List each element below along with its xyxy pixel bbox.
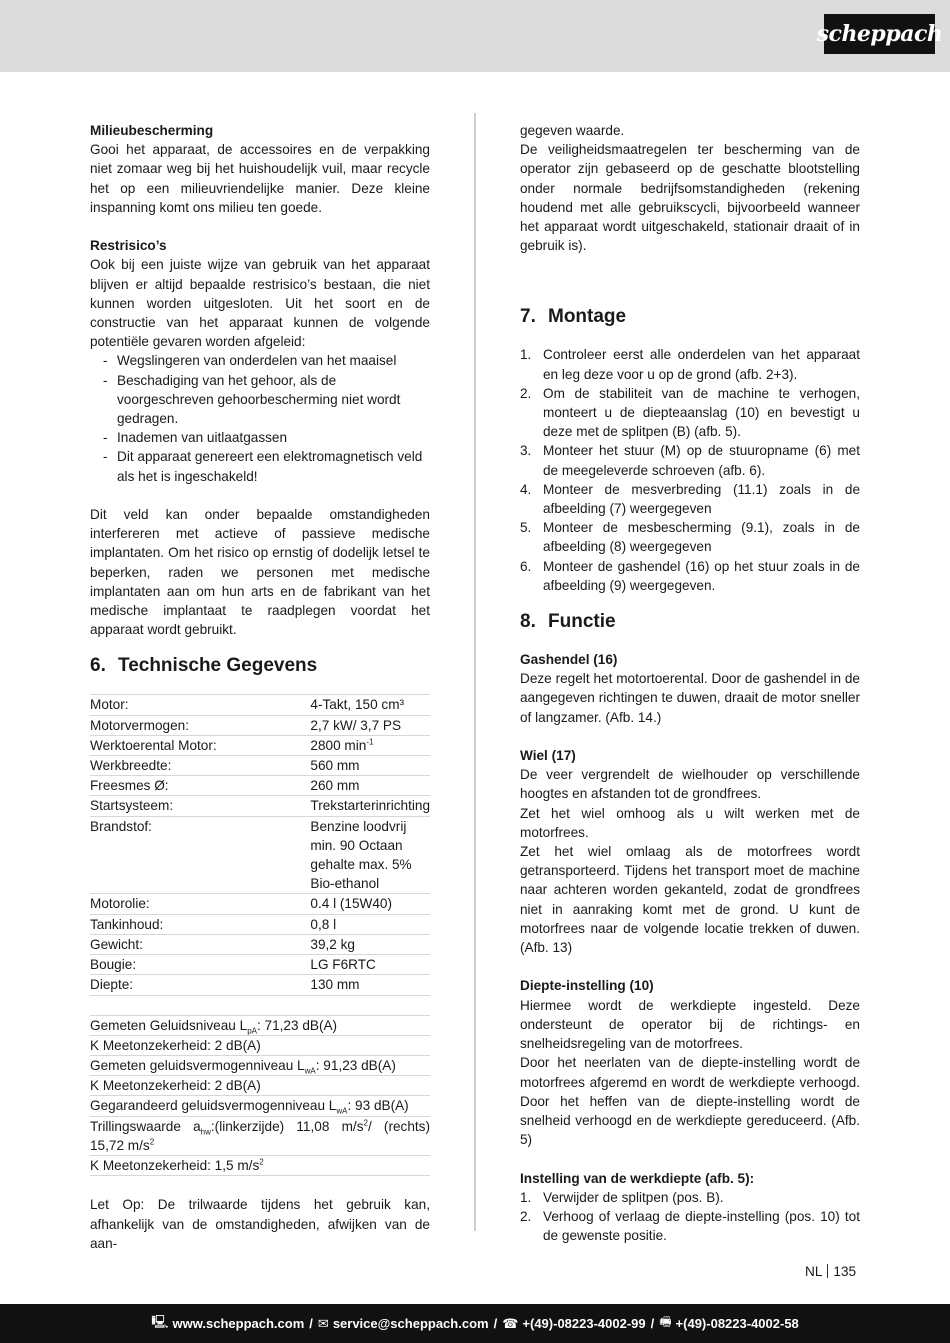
measurement-row: Gemeten geluidsvermogenniveau $L_{wA}$: 91,23 dB(A) xyxy=(90,1056,430,1076)
footer-fax[interactable]: +(49)-08223-4002-58 xyxy=(675,1316,799,1331)
table-row: Motorolie: 0.4 l (15W40) xyxy=(90,894,430,914)
depth-paragraph: Door het neerlaten van de diepte-instelling wordt de motorfrees afgeremd en wordt de werkdiepte verhoogd. Door het heffen van de diepte-instelling wordt de snelheid verhoogd en de werkdiepte gereduceerd. (Afb. 5) xyxy=(520,1055,860,1148)
footer-separator: / xyxy=(650,1316,655,1331)
column-divider xyxy=(474,113,476,1231)
depth-heading: Diepte-instelling (10) xyxy=(520,978,654,994)
gas-heading: Gashendel (16) xyxy=(520,652,618,668)
depth-paragraph: Hiermee wordt de werkdiepte ingesteld. Deze ondersteunt de operator bij de richtings- en snelheidsregeling van de motorfrees. xyxy=(520,997,860,1052)
list-item: 2. Verhoog of verlaag de diepte-instelling (pos. 10) tot de gewenste positie. xyxy=(520,1208,860,1244)
left-column xyxy=(90,121,430,1253)
list-item: 1. Controleer eerst alle onderdelen van het apparaat en leg deze voor u op de grond (afb. 2+3). xyxy=(520,347,860,382)
wheel-paragraph: Zet het wiel omhoog als u wilt werken met de motorfrees. xyxy=(520,805,860,840)
continued-text: gegeven waarde. xyxy=(520,123,625,138)
list-item: 2. Om de stabiliteit van de machine te verhogen, monteert u de diepteaanslag (10) en bevestigt u deze met de splitpen (B) (afb. 5). xyxy=(520,385,860,440)
table-row: Freesmes Ø: 260 mm xyxy=(90,776,430,796)
setting-steps xyxy=(520,1188,860,1246)
list-item: - Beschadiging van het gehoor, als de voorgeschreven gehoorbescherming niet wordt gedragen. xyxy=(117,371,430,429)
phone-icon: ☎ xyxy=(502,1315,519,1331)
wheel-paragraph: Zet het wiel omlaag als de motorfrees wordt getransporteerd. Tijdens het transport moet de machine naar achteren worden gekanteld, zodat de grondfrees niet in aanraking komt met de grond. U kunt de motorfrees naar de volgende locatie trekken of duwen. (Afb. 13) xyxy=(520,844,860,956)
list-item: - Dit apparaat genereert een elektromagnetisch veld als het is ingeschakeld! xyxy=(117,447,430,485)
table-row: Werktoerental Motor: 2800 $\min^{-1}$ xyxy=(90,735,430,755)
footer-email[interactable]: service@scheppach.com xyxy=(332,1316,489,1331)
spec-table xyxy=(90,694,430,995)
table-row: Brandstof: Benzine loodvrij min. 90 Octaan gehalte max. 5% Bio-ethanol xyxy=(90,816,430,894)
footer-website[interactable]: www.scheppach.com xyxy=(172,1316,305,1331)
montage-heading: 7. Montage xyxy=(520,306,627,328)
table-row: Tankinhoud: 0,8 l xyxy=(90,914,430,934)
risk-heading: Restrisico’s xyxy=(90,238,167,254)
right-column xyxy=(520,121,860,1245)
gas-paragraph: Deze regelt het motortoerental. Door de gashendel in de aangegeven richtingen te duwen, draait de motor sneller of langzamer. (Afb. 14.) xyxy=(520,671,860,725)
fax-icon: 🖷 xyxy=(659,1313,672,1329)
measurement-row: Gegarandeerd geluidsvermogenniveau $L_{wA}$: 93 dB(A) xyxy=(90,1096,430,1116)
page-number: NL 135 xyxy=(805,1264,857,1279)
list-item: - Wegslingeren van onderdelen van het maaisel xyxy=(117,351,430,370)
measurements xyxy=(90,1015,430,1177)
measurement-row: Gemeten Geluidsniveau $L_{pA}$: 71,23 dB(A) xyxy=(90,1015,430,1036)
footer-phone[interactable]: +(49)-08223-4002-99 xyxy=(522,1316,646,1331)
setting-heading: Instelling van de werkdiepte (afb. 5): xyxy=(520,1170,755,1186)
vibration-note: Let Op: De trilwaarde tijdens het gebruik kan, afhankelijk van de omstandigheden, afwijken van de aan- xyxy=(90,1197,430,1251)
footer-separator: / xyxy=(309,1316,313,1331)
measurement-row: K Meetonzekerheid: 1,5 $m/s^2$ xyxy=(90,1156,430,1176)
footer-separator: / xyxy=(493,1316,498,1331)
list-item: 3. Monteer het stuur (M) op de stuuropname (6) met de meegeleverde schroeven (afb. 6). xyxy=(520,443,860,478)
table-row: Motorvermogen: 2,7 kW/ 3,7 PS xyxy=(90,715,430,735)
env-paragraph: Gooi het apparaat, de accessoires en de verpakking niet zomaar weg bij het huishoudelijk vuil, maar recycle het op een milieuvriendelijke manier. Deze kleine inspanning komt ons milieu ten goede. xyxy=(90,142,430,215)
measurement-row: K Meetonzekerheid: 2 dB(A) xyxy=(90,1076,430,1096)
safety-paragraph: De veiligheidsmaatregelen ter bescherming van de operator zijn gebaseerd op de geschatte blootstelling onder normale bedrijfsomstandigheden (rekening houdend met alle gebruikscycli, bijvoorbeeld wanneer het apparaat wordt uitgeschakeld, stationair draait of in gebruik is). xyxy=(520,142,860,254)
header-band xyxy=(0,0,950,72)
table-row: Diepte: 130 mm xyxy=(90,975,430,995)
footer-bar xyxy=(0,1304,950,1343)
list-item: 5. Monteer de mesbescherming (9.1), zoals in de afbeelding (8) weergegeven xyxy=(520,520,860,555)
env-heading: Milieubescherming xyxy=(90,123,214,138)
computer-icon: 🖳 xyxy=(151,1313,169,1329)
risk-paragraph: Ook bij een juiste wijze van gebruik van het apparaat blijven er altijd bepaalde restrisico’s bestaan, die niet kunnen worden uitgesloten. Uit het soort en de constructie van het apparaat kunnen de volgende potentiële gevaren worden afgeleid: xyxy=(90,257,430,350)
implant-paragraph: Dit veld kan onder bepaalde omstandigheden interfereren met actieve of passieve medische implantaten. Om het risico op ernstig of dodelijk letsel te beperken, raden we personen met medische implantaten aan om hun arts en de fabrikant van het medische implantaat te raadplegen voordat het apparaat wordt gebruikt. xyxy=(90,507,430,638)
table-row: Bougie: LG F6RTC xyxy=(90,955,430,975)
list-item: - Inademen van uitlaatgassen xyxy=(117,428,430,447)
montage-steps xyxy=(520,345,860,595)
wheel-paragraph: De veer vergrendelt de wielhouder op verschillende hoogtes en afstanden tot de grondfrees. xyxy=(520,767,860,802)
mail-icon: ✉ xyxy=(317,1315,329,1331)
list-item: 4. Monteer de mesverbreding (11.1) zoals in de afbeelding (7) weergegeven xyxy=(520,481,860,517)
risk-list xyxy=(90,351,430,485)
brand-logo: scheppach xyxy=(824,14,935,54)
tech-heading: 6. Technische Gegevens xyxy=(90,655,318,677)
function-heading: 8. Functie xyxy=(520,611,616,633)
table-row: Werkbreedte: 560 mm xyxy=(90,756,430,776)
measurement-row: K Meetonzekerheid: 2 dB(A) xyxy=(90,1036,430,1056)
table-row: Startsysteem: Trekstarterinrichting xyxy=(90,796,430,816)
list-item: 1. Verwijder de splitpen (pos. B). xyxy=(520,1189,724,1205)
table-row: Gewicht: 39,2 kg xyxy=(90,934,430,954)
list-item: 6. Monteer de gashendel (16) op het stuur zoals in de afbeelding (9) weergegeven. xyxy=(520,558,860,593)
table-row: Motor: 4-Takt, 150 cm³ xyxy=(90,695,430,715)
wheel-heading: Wiel (17) xyxy=(520,748,576,764)
measurement-row: Trillingswaarde $a_{hw}:(linkerzijde)$ 11,08 $m/s^2/$ (rechts) 15,72 $m/s^2$ xyxy=(90,1117,430,1156)
